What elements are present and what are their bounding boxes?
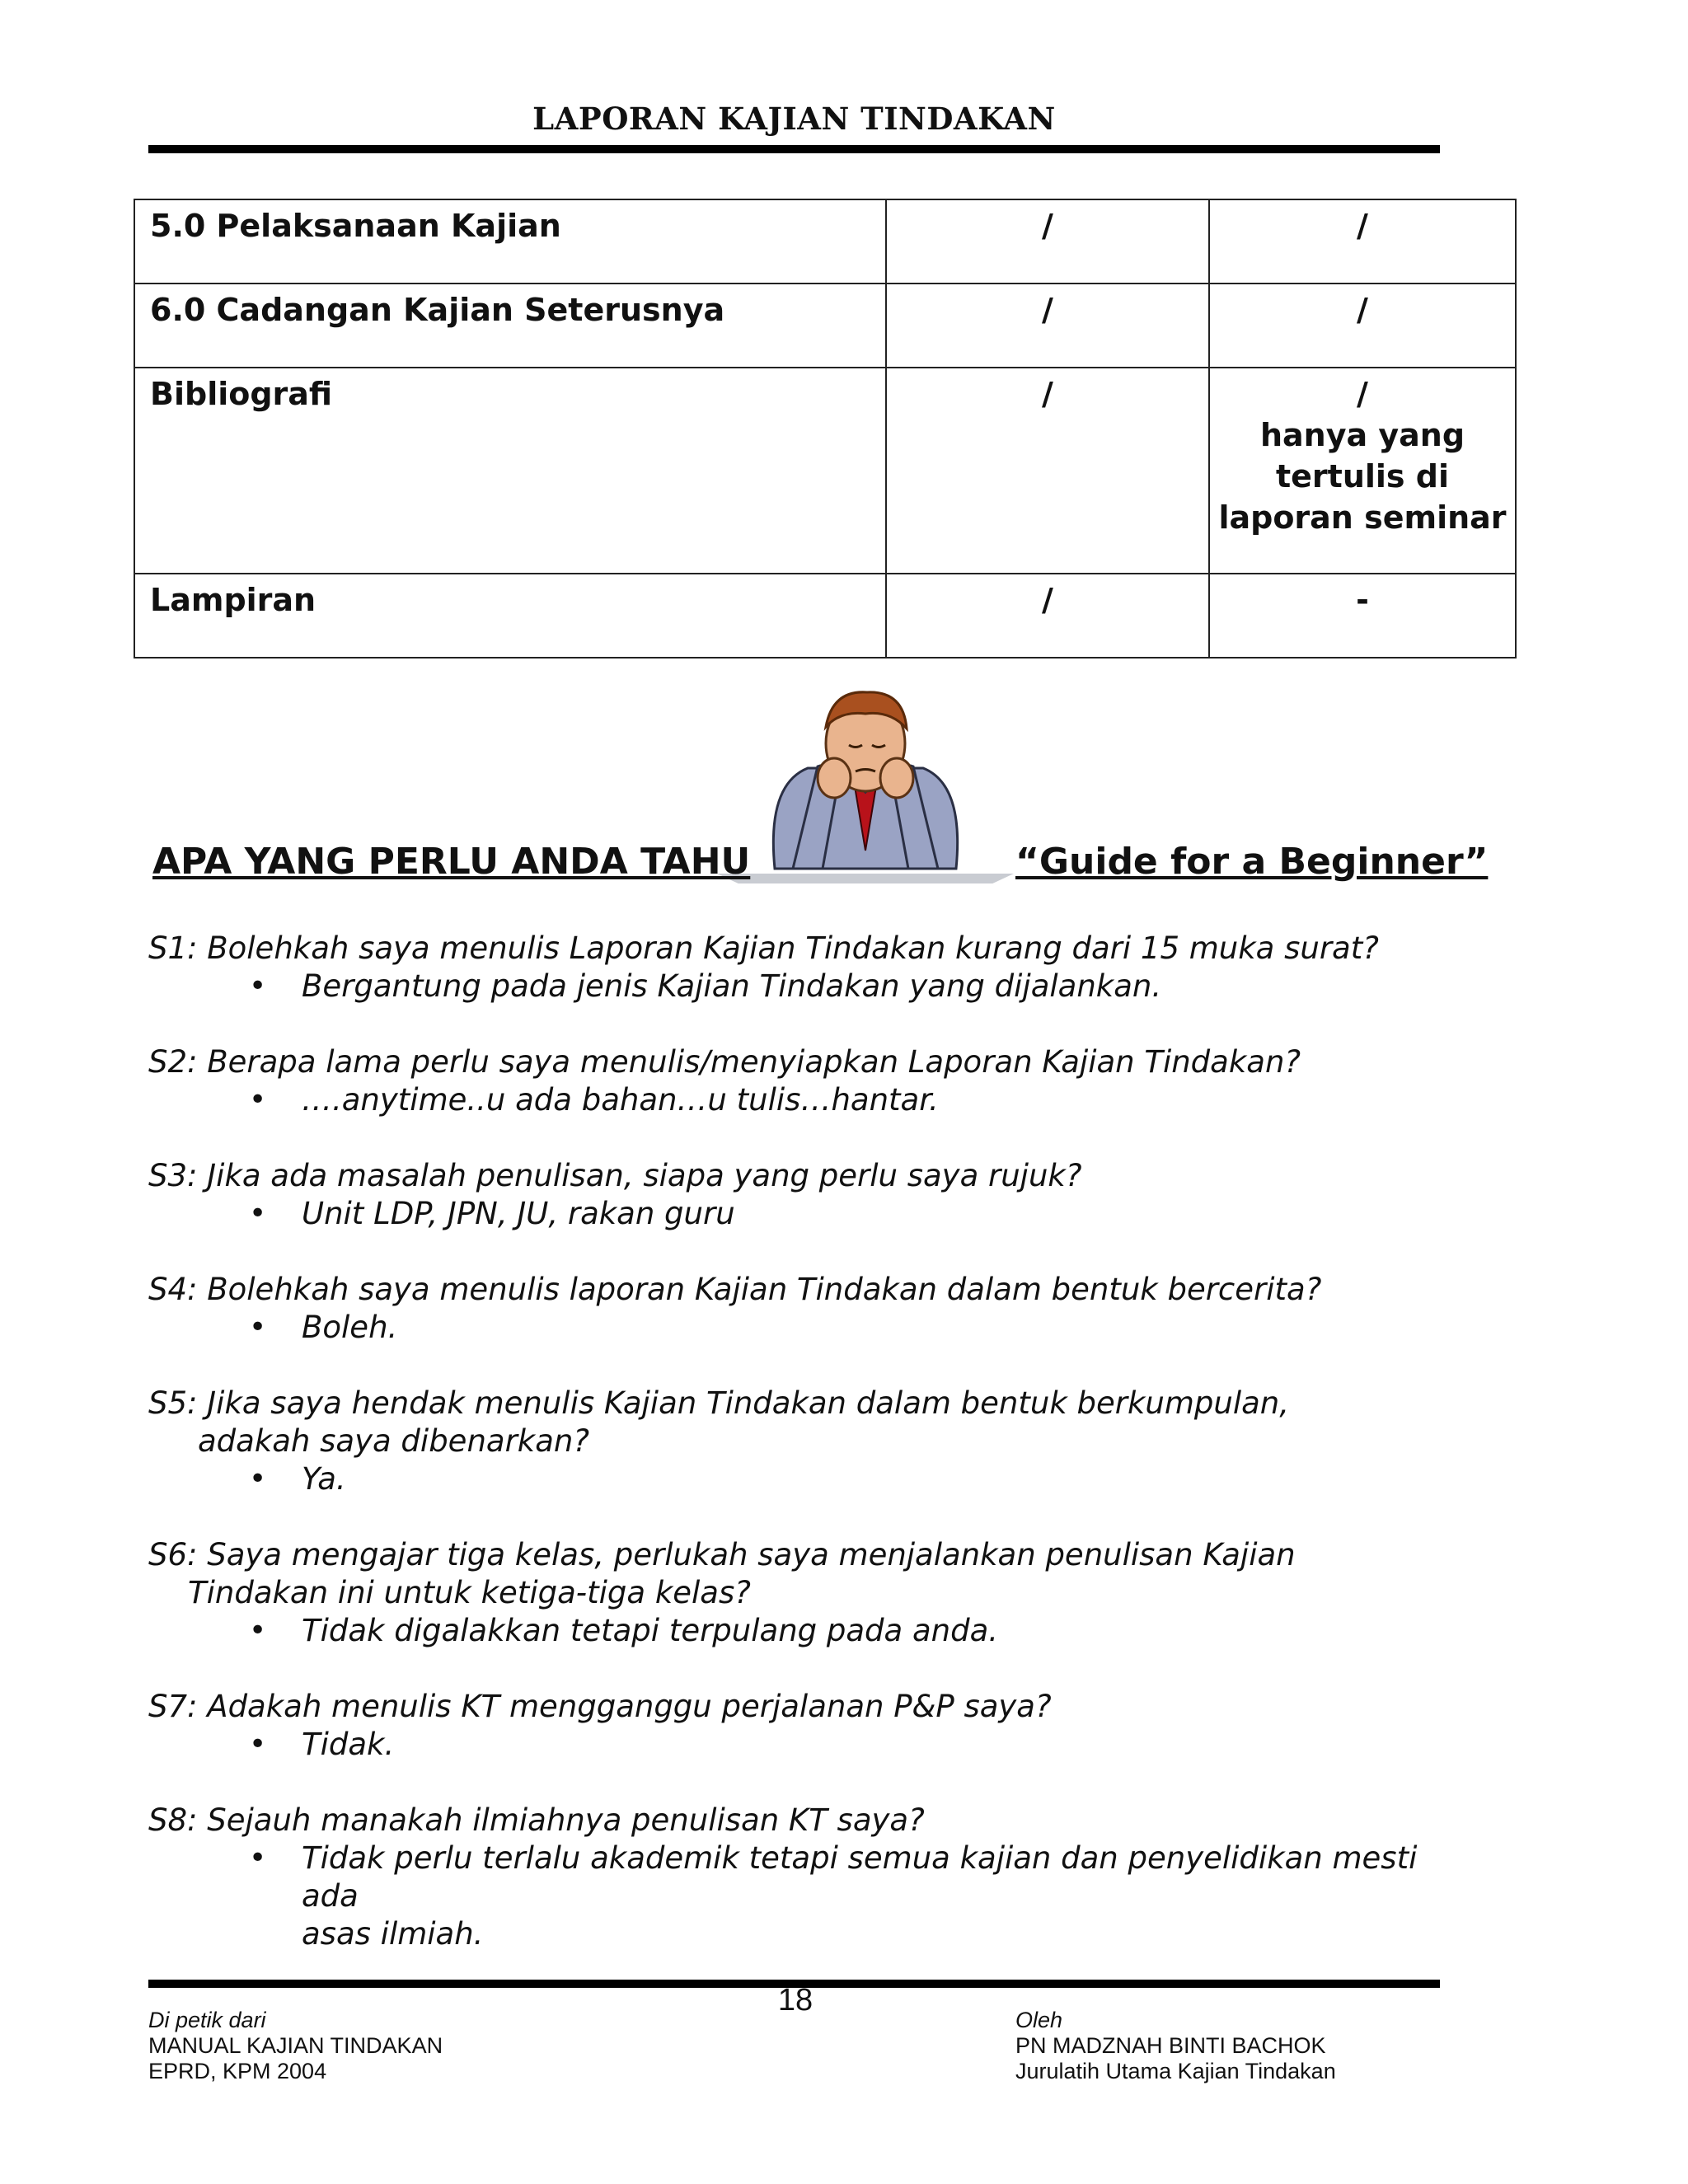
footer-source (148, 2008, 443, 2084)
table-cell-note: hanya yang tertulis di laporan seminar (1218, 417, 1507, 536)
table-cell-item: Lampiran (134, 574, 886, 658)
page-number: 18 (777, 1983, 814, 2018)
answer: • ….anytime..u ada bahan…u tulis…hantar. (148, 1081, 1467, 1119)
stressed-man-illustration (717, 686, 1014, 883)
table-cell-mark: / (886, 284, 1209, 368)
qa-item (148, 1385, 1467, 1498)
question: S5: Jika saya hendak menulis Kajian Tindakan dalam bentuk berkumpulan, (148, 1385, 1290, 1421)
table-cell-mark-with-note (1209, 368, 1516, 574)
table-row (134, 368, 1516, 574)
answer: • Ya. (148, 1460, 1467, 1498)
answer-continued-text: asas ilmiah. (302, 1916, 484, 1952)
table-row (134, 284, 1516, 368)
answer: • Unit LDP, JPN, JU, rakan guru (148, 1195, 1467, 1233)
question: S1: Bolehkah saya menulis Laporan Kajian Tindakan kurang dari 15 muka surat? (148, 930, 1379, 966)
question: S4: Bolehkah saya menulis laporan Kajian Tindakan dalam bentuk bercerita? (148, 1272, 1322, 1307)
table-row (134, 199, 1516, 284)
table-cell-item: 6.0 Cadangan Kajian Seterusnya (134, 284, 886, 368)
checklist-table (134, 199, 1517, 658)
footer-source-publisher: EPRD, KPM 2004 (148, 2059, 327, 2083)
qa-item (148, 1688, 1467, 1764)
answer: • Tidak digalakkan tetapi terpulang pada anda. (148, 1612, 1467, 1650)
footer-author (1015, 2008, 1336, 2084)
table-cell-item: Bibliografi (134, 368, 886, 574)
qa-item (148, 1271, 1467, 1347)
footer-author-name: PN MADZNAH BINTI BACHOK (1015, 2033, 1326, 2058)
footer-author-role: Jurulatih Utama Kajian Tindakan (1015, 2059, 1336, 2083)
section-title: APA YANG PERLU ANDA TAHU (152, 841, 751, 883)
table-cell-item: 5.0 Pelaksanaan Kajian (134, 199, 886, 284)
table-cell-mark: / (886, 574, 1209, 658)
answer-continued (148, 1915, 1467, 1953)
answer: • Tidak perlu terlalu akademik tetapi semua kajian dan penyelidikan mesti ada (148, 1840, 1467, 1915)
header-rule (148, 145, 1440, 153)
question: S3: Jika ada masalah penulisan, siapa yang perlu saya rujuk? (148, 1158, 1082, 1193)
table-cell-mark: - (1209, 574, 1516, 658)
page-header-title: LAPORAN KAJIAN TINDAKAN (532, 101, 1056, 137)
qa-item (148, 930, 1467, 1005)
table-cell-mark: / (1209, 199, 1516, 284)
footer-source-title: MANUAL KAJIAN TINDAKAN (148, 2033, 443, 2058)
table-cell-mark: / (1209, 284, 1516, 368)
qa-item (148, 1536, 1467, 1650)
qa-item (148, 1043, 1467, 1119)
footer-author-label: Oleh (1015, 2008, 1063, 2032)
table-cell-mark: / (1357, 376, 1368, 412)
question: S2: Berapa lama perlu saya menulis/menyiapkan Laporan Kajian Tindakan? (148, 1044, 1301, 1080)
question-continued: adakah saya dibenarkan? (198, 1423, 589, 1459)
guide-title: “Guide for a Beginner” (1015, 841, 1489, 883)
answer: • Boleh. (148, 1309, 1467, 1347)
qa-item (148, 1802, 1467, 1953)
qa-item (148, 1157, 1467, 1233)
question-continued: Tindakan ini untuk ketiga-tiga kelas? (188, 1575, 751, 1610)
table-cell-mark: / (886, 368, 1209, 574)
question: S7: Adakah menulis KT mengganggu perjalanan P&P saya? (148, 1689, 1052, 1724)
answer: • Bergantung pada jenis Kajian Tindakan yang dijalankan. (148, 968, 1467, 1005)
footer-source-label: Di petik dari (148, 2008, 266, 2032)
table-row (134, 574, 1516, 658)
question: S8: Sejauh manakah ilmiahnya penulisan KT saya? (148, 1802, 925, 1838)
table-cell-mark: / (886, 199, 1209, 284)
answer: • Tidak. (148, 1726, 1467, 1764)
question: S6: Saya mengajar tiga kelas, perlukah saya menjalankan penulisan Kajian (148, 1537, 1296, 1572)
